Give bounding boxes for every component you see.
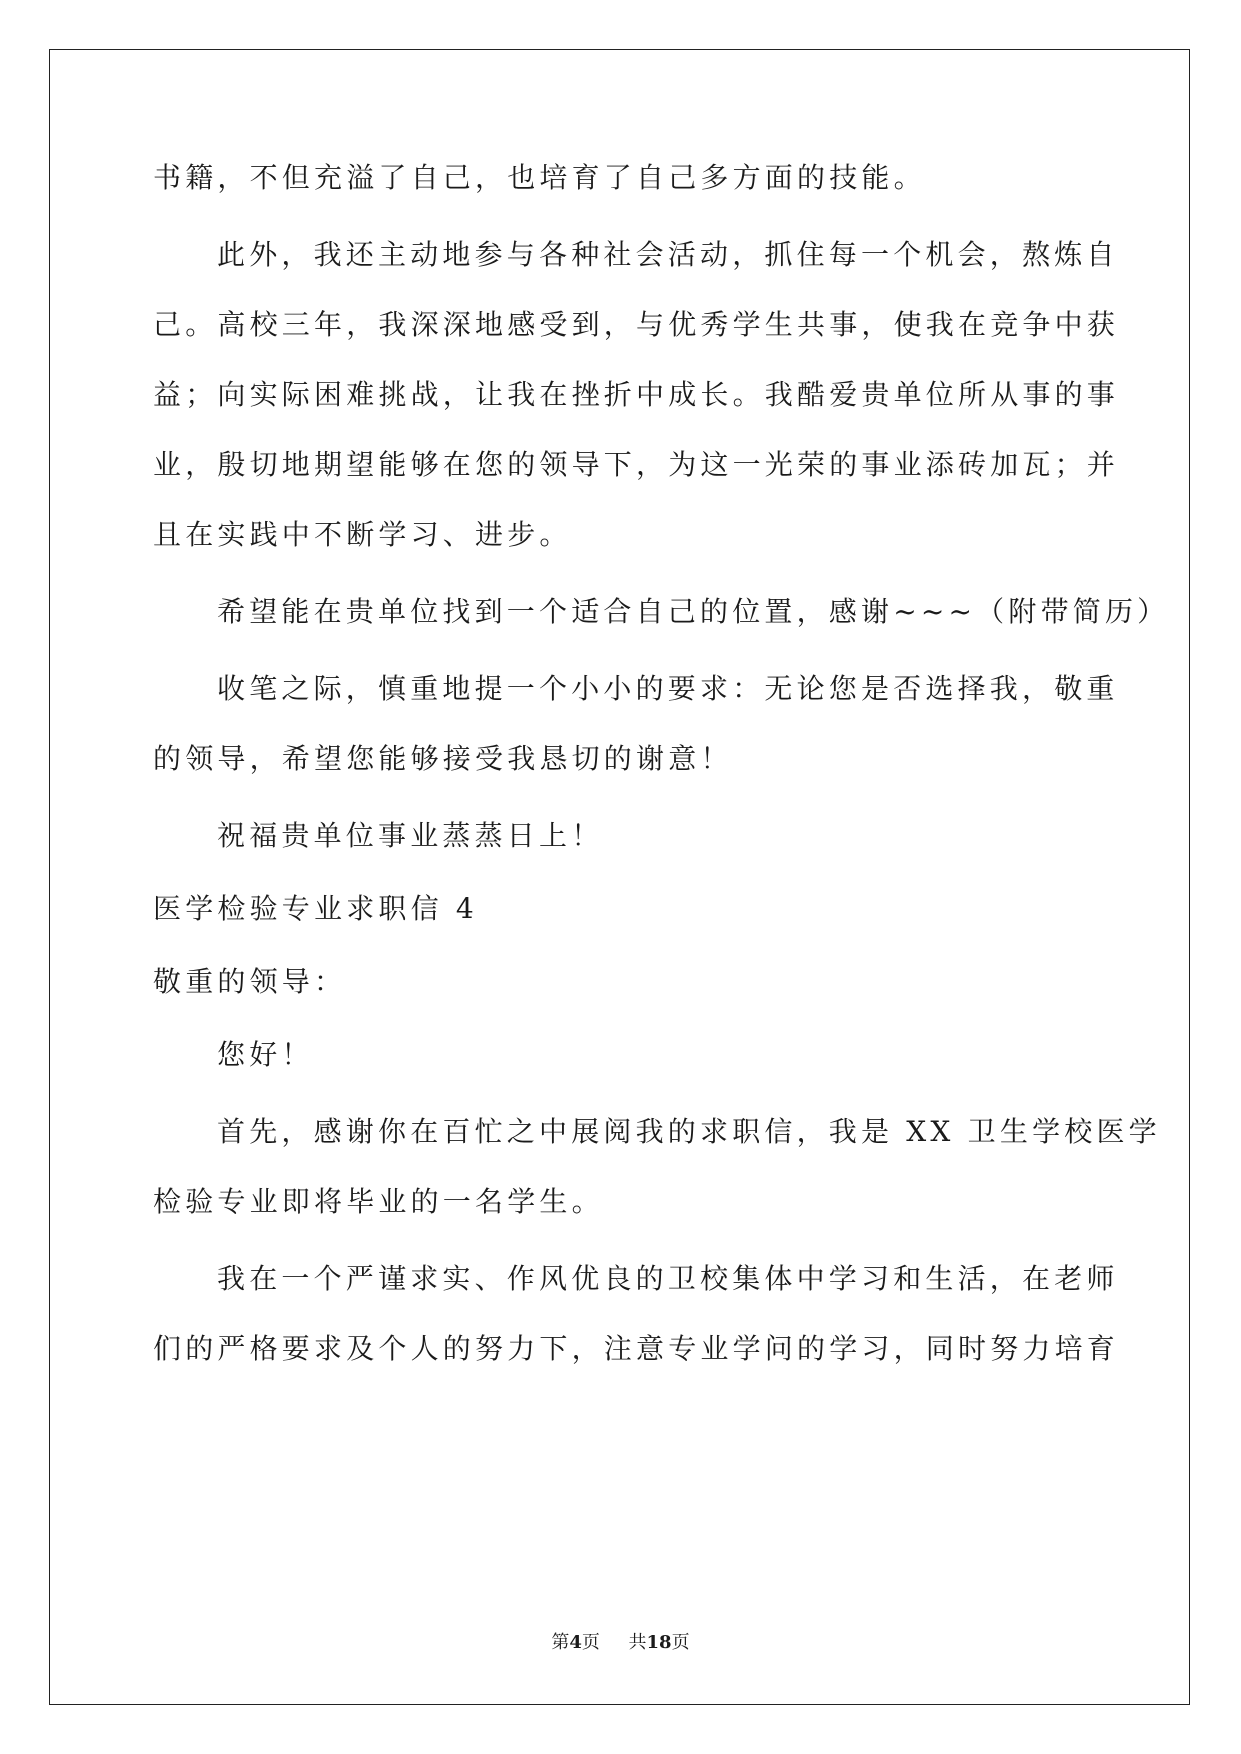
page-frame	[49, 49, 1190, 1705]
total-prefix: 共	[628, 1632, 647, 1653]
body-line: 己。高校三年，我深深地感受到，与优秀学生共事，使我在竞争中获	[153, 308, 1120, 341]
body-line: 们的严格要求及个人的努力下，注意专业学问的学习，同时努力培育	[153, 1332, 1120, 1365]
body-line: 我在一个严谨求实、作风优良的卫校集体中学习和生活，在老师	[217, 1262, 1119, 1295]
page-number: 4	[569, 1632, 582, 1653]
page-prefix: 第	[551, 1632, 570, 1653]
body-line: 书籍，不但充溢了自己，也培育了自己多方面的技能。	[153, 161, 926, 194]
body-line: 收笔之际，慎重地提一个小小的要求：无论您是否选择我，敬重	[217, 672, 1119, 705]
page-footer	[0, 1628, 1241, 1654]
section-heading: 医学检验专业求职信 4	[153, 892, 478, 925]
page-suffix: 页	[581, 1632, 600, 1653]
total-pages: 18	[646, 1632, 672, 1653]
body-line: 祝福贵单位事业蒸蒸日上！	[217, 819, 604, 852]
body-line: 的领导，希望您能够接受我恳切的谢意！	[153, 742, 733, 775]
body-line: 业，殷切地期望能够在您的领导下，为这一光荣的事业添砖加瓦；并	[153, 448, 1120, 481]
body-line: 希望能在贵单位找到一个适合自己的位置，感谢~~~（附带简历）	[217, 595, 1170, 628]
total-suffix: 页	[671, 1632, 690, 1653]
body-line: 益；向实际困难挑战，让我在挫折中成长。我酷爱贵单位所从事的事	[153, 378, 1120, 411]
body-line: 且在实践中不断学习、进步。	[153, 518, 572, 551]
greeting: 您好！	[217, 1038, 314, 1071]
salutation: 敬重的领导：	[153, 965, 347, 998]
body-line: 检验专业即将毕业的一名学生。	[153, 1185, 604, 1218]
body-line: 首先，感谢你在百忙之中展阅我的求职信，我是 XX 卫生学校医学	[217, 1115, 1161, 1148]
body-line: 此外，我还主动地参与各种社会活动，抓住每一个机会，熬炼自	[217, 238, 1119, 271]
